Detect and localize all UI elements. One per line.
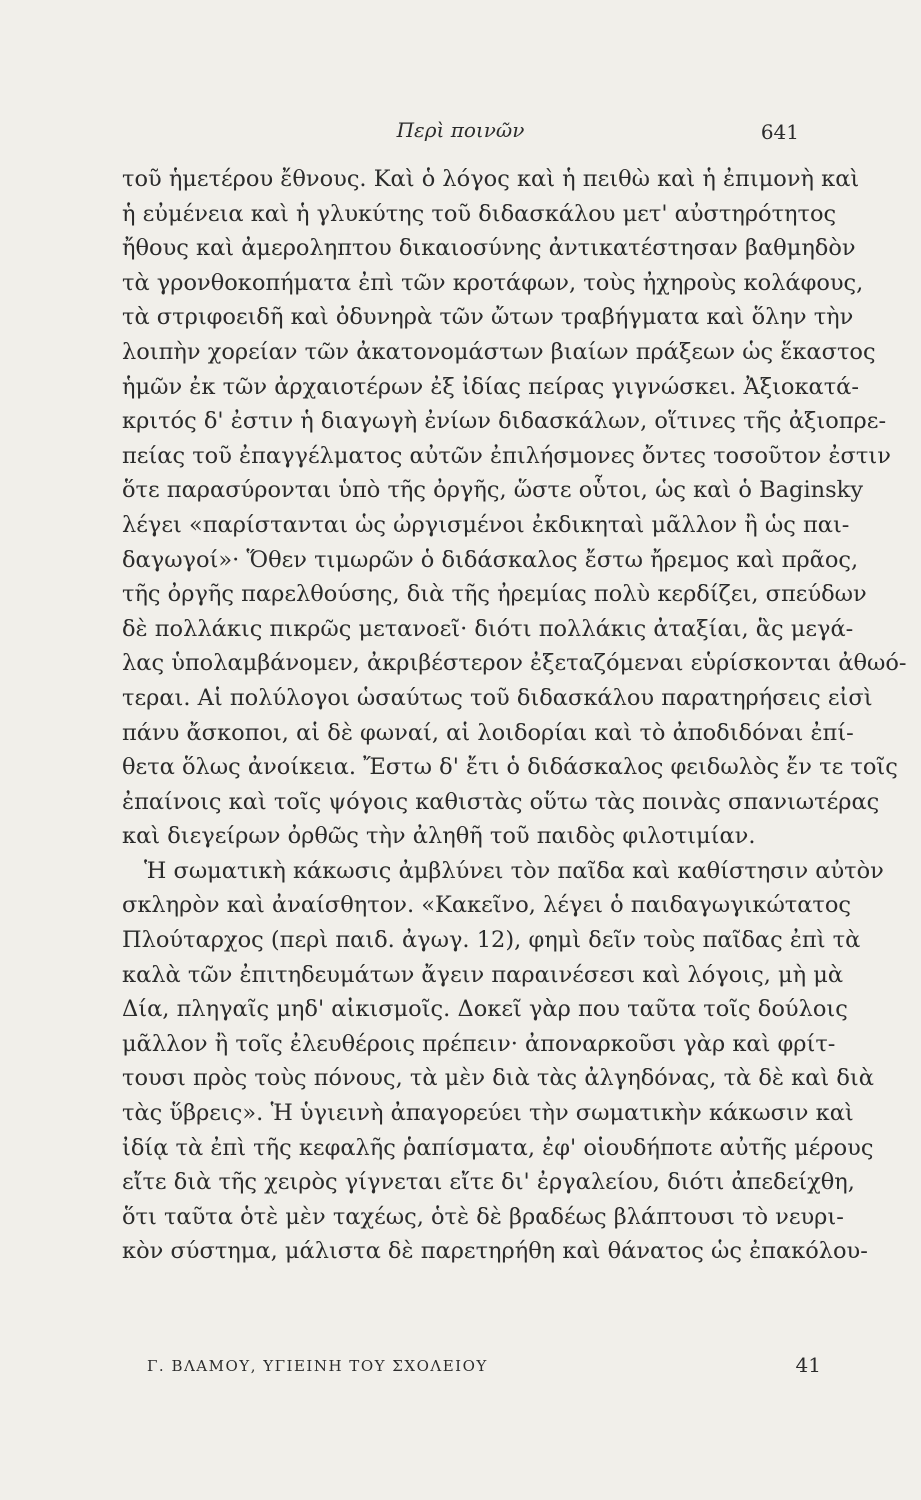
text-line: τουσι πρὸς τοὺς πόνους, τὰ μὲν διὰ τὰς ἀλγηδόνας, τὰ δὲ καὶ διὰ [122, 1065, 874, 1092]
text-line: λας ὑπολαμβάνομεν, ἀκριβέστερον ἐξεταζόμεναι εὑρίσκονται ἀθωό- [122, 650, 907, 677]
text-line: τῆς ὀργῆς παρελθούσης, διὰ τῆς ἠρεμίας πολὺ κερδίζει, σπεύδων [122, 581, 867, 608]
text-line: θετα ὅλως ἀνοίκεια. Ἔστω δ' ἔτι ὁ διδάσκαλος φειδωλὸς ἔν τε τοῖς [122, 754, 898, 781]
text-line: Πλούταρχος (περὶ παιδ. ἀγωγ. 12), φημὶ δεῖν τοὺς παῖδας ἐπὶ τὰ [122, 927, 861, 954]
text-line: καὶ διεγείρων ὀρθῶς τὴν ἀληθῆ τοῦ παιδὸς φιλοτιμίαν. [122, 823, 756, 850]
text-line: μᾶλλον ἢ τοῖς ἐλευθέροις πρέπειν· ἀποναρκοῦσι γὰρ καὶ φρίτ- [122, 1030, 836, 1057]
text-line: πάνυ ἄσκοποι, αἱ δὲ φωναί, αἱ λοιδορίαι καὶ τὸ ἀποδιδόναι ἐπί- [122, 719, 854, 746]
text-line: τεραι. Αἱ πολύλογοι ὡσαύτως τοῦ διδασκάλου παρατηρήσεις εἰσὶ [122, 684, 873, 711]
printer-signature: Γ. ΒΛΑΜΟΥ, ΥΓΙΕΙΝΗ ΤΟΥ ΣΧΟΛΕΙΟΥ [147, 1357, 488, 1375]
text-line: τὰ γρονθοκοπήματα ἐπὶ τῶν κροτάφων, τοὺς ἠχηροὺς κολάφους, [122, 269, 864, 296]
text-line: καλὰ τῶν ἐπιτηδευμάτων ἄγειν παραινέσεσι καὶ λόγοις, μὴ μὰ [122, 961, 844, 988]
text-line: σκληρὸν καὶ ἀναίσθητον. «Κακεῖνο, λέγει ὁ παιδαγωγικώτατος [122, 892, 852, 919]
text-line: τὰς ὕβρεις». Ἡ ὑγιεινὴ ἀπαγορεύει τὴν σωματικὴν κάκωσιν καὶ [122, 1100, 854, 1127]
text-line: δαγωγοί»· Ὅθεν τιμωρῶν ὁ διδάσκαλος ἔστω ἤρεμος καὶ πρᾶος, [122, 546, 859, 573]
text-line: τὰ στριφοειδῆ καὶ ὀδυνηρὰ τῶν ὤτων τραβήγματα καὶ ὅλην τὴν [122, 304, 854, 331]
text-line: τοῦ ἡμετέρου ἔθνους. Καὶ ὁ λόγος καὶ ἡ πειθὼ καὶ ἡ ἐπιμονὴ καὶ [122, 166, 860, 192]
text-line: ἡ εὐμένεια καὶ ἡ γλυκύτης τοῦ διδασκάλου μετ' αὐστηρότητος [122, 200, 837, 227]
text-line: κὸν σύστημα, μάλιστα δὲ παρετηρήθη καὶ θάνατος ὡς ἐπακόλου- [122, 1238, 868, 1265]
text-line: Δία, πληγαῖς μηδ' αἰκισμοῖς. Δοκεῖ γὰρ που ταῦτα τοῖς δούλοις [122, 996, 848, 1023]
text-line: λέγει «παρίστανται ὡς ὠργισμένοι ἐκδικηταὶ μᾶλλον ἢ ὡς παι- [122, 511, 850, 538]
text-line: ὅτε παρασύρονται ὑπὸ τῆς ὀργῆς, ὥστε οὗτοι, ὡς καὶ ὁ Baginsky [122, 477, 864, 504]
text-line: πείας τοῦ ἐπαγγέλματος αὐτῶν ἐπιλήσμονες ὄντες τοσοῦτον ἐστιν [122, 442, 891, 469]
text-line: εἴτε διὰ τῆς χειρὸς γίγνεται εἴτε δι' ἐργαλείου, διότι ἀπεδείχθη, [122, 1169, 855, 1196]
page-footer [147, 1353, 821, 1383]
page-header [122, 118, 799, 152]
text-line: ἰδίᾳ τὰ ἐπὶ τῆς κεφαλῆς ῥαπίσματα, ἐφ' οἱουδήποτε αὐτῆς μέρους [122, 1134, 874, 1161]
page-number: 641 [760, 120, 799, 144]
text-line: ὅτι ταῦτα ὁτὲ μὲν ταχέως, ὁτὲ δὲ βραδέως βλάπτουσι τὸ νευρι- [122, 1203, 844, 1230]
text-line: ἡμῶν ἐκ τῶν ἀρχαιοτέρων ἐξ ἰδίας πείρας γιγνώσκει. Ἀξιοκατά- [122, 373, 859, 400]
text-line: δὲ πολλάκις πικρῶς μετανοεῖ· διότι πολλάκις ἀταξίαι, ἃς μεγά- [122, 615, 854, 642]
text-line: ἐπαίνοις καὶ τοῖς ψόγοις καθιστὰς οὕτω τὰς ποινὰς σπανιωτέρας [122, 788, 880, 815]
running-title: Περὶ ποινῶν [396, 118, 525, 142]
text-line: κριτός δ' ἐστιν ἡ διαγωγὴ ἐνίων διδασκάλων, οἵτινες τῆς ἀξιοπρε- [122, 408, 887, 435]
body-text [122, 162, 907, 1269]
text-line: λοιπὴν χορείαν τῶν ἀκατονομάστων βιαίων πράξεων ὡς ἕκαστος [122, 338, 876, 365]
text-line: Ἡ σωματικὴ κάκωσις ἀμβλύνει τὸν παῖδα καὶ καθίστησιν αὐτὸν [144, 857, 884, 884]
text-line: ἤθους καὶ ἀμεροληπτου δικαιοσύνης ἀντικατέστησαν βαθμηδὸν [122, 235, 856, 262]
signature-number: 41 [795, 1353, 821, 1377]
